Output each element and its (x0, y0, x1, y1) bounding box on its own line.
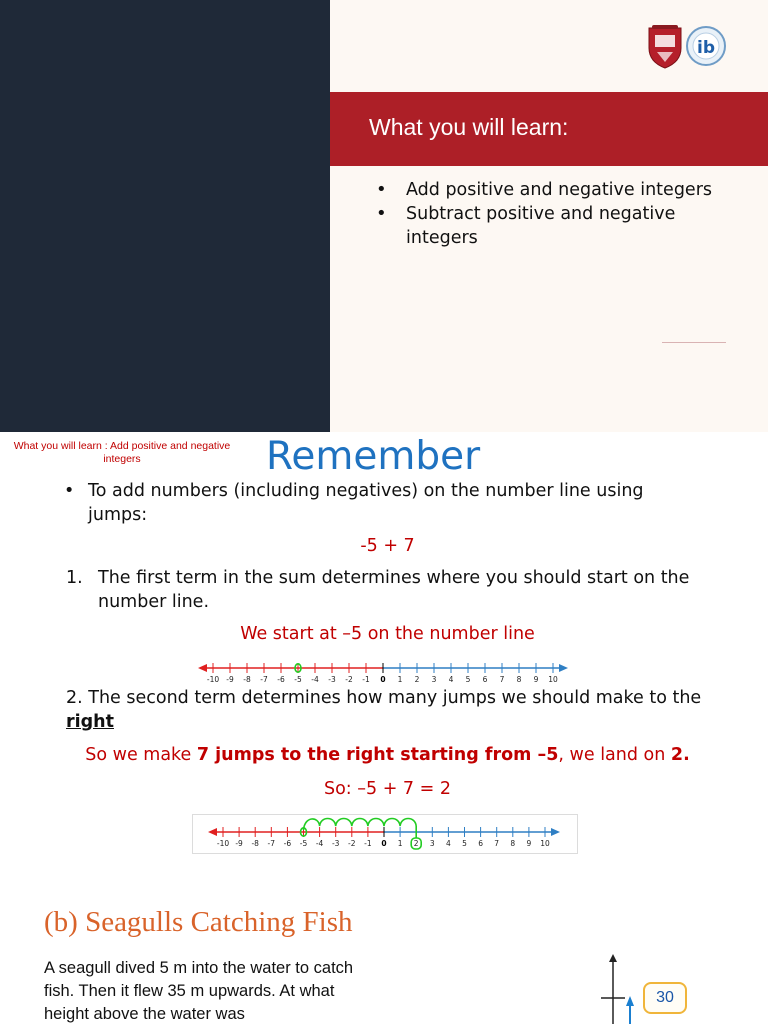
example-expression: -5 + 7 (360, 536, 415, 556)
tick-label: -1 (362, 675, 370, 684)
tick-label: 9 (526, 839, 532, 848)
title-band (330, 92, 768, 166)
tick-label: 2 (414, 675, 420, 684)
tick-label: 1 (397, 675, 403, 684)
tick-label: -10 (206, 675, 220, 684)
height-axis (596, 952, 646, 1024)
tick-label: -7 (260, 675, 268, 684)
word-problem: A seagull dived 5 m into the water to catch fish. Then it flew 35 m upwards. At what height above the water was (44, 959, 354, 1023)
tick-label: 0 (381, 839, 387, 848)
tick-label: 7 (499, 675, 505, 684)
tick-label: -8 (251, 839, 259, 848)
tick-label: -10 (216, 839, 230, 848)
left-arrowhead (208, 828, 217, 836)
tick-label: -1 (364, 839, 372, 848)
tick-label: -9 (226, 675, 234, 684)
tick-label: -5 (299, 839, 308, 848)
objective-item: • Add positive and negative integers (376, 178, 746, 202)
jumps-text: So we make (85, 745, 197, 765)
bullet-symbol: • (64, 481, 75, 501)
divider-line (662, 342, 726, 343)
right-arrowhead (559, 664, 568, 672)
number-line-jumps (192, 814, 578, 854)
slide-title: Remember (266, 434, 481, 479)
ib-logo (687, 27, 725, 65)
slide-title: What you will learn: (369, 114, 569, 140)
jump-arcs (304, 819, 417, 831)
tick-label: -4 (311, 675, 319, 684)
tick-label: 6 (478, 839, 483, 848)
slide-caption: What you will learn : Add positive and negative integers (13, 440, 231, 465)
jumps-bold-text: 7 jumps to the right starting from –5 (196, 745, 559, 765)
tick-label: 4 (446, 839, 451, 848)
tick-label: 10 (548, 675, 558, 684)
tick-label: 10 (540, 839, 550, 848)
tick-label: -2 (345, 675, 353, 684)
tick-label: -9 (235, 839, 243, 848)
height-value-badge: 30 (643, 982, 687, 1014)
tick-label: 3 (431, 675, 437, 684)
start-explanation: We start at –5 on the number line (240, 624, 535, 644)
school-logos (646, 24, 728, 70)
slide-remember (0, 432, 768, 878)
step-one (66, 566, 726, 614)
number-line-start (195, 660, 575, 686)
tick-label: -8 (243, 675, 251, 684)
step-text: 2. The second term determines how many jumps we should make to the (66, 688, 702, 708)
tick-label: -5 (294, 675, 302, 684)
tick-label: 8 (516, 675, 522, 684)
axis-arrowhead (609, 954, 617, 962)
slide-title: (b) Seagulls Catching Fish (44, 906, 353, 938)
tick-label: -4 (315, 839, 324, 848)
tick-label: -2 (348, 839, 356, 848)
objective-item: • Subtract positive and negative integers (376, 202, 746, 250)
slide-seagulls (0, 878, 768, 1024)
tick-label: 2 (413, 839, 419, 848)
tick-label: -3 (328, 675, 336, 684)
tick-label: 4 (448, 675, 454, 684)
result-equation: So: –5 + 7 = 2 (323, 779, 451, 799)
jumps-text: , we land on (558, 745, 671, 765)
school-crest-logo (649, 25, 681, 68)
tick-label: 1 (397, 839, 403, 848)
intro-bullet (64, 479, 704, 527)
slide-learning-objectives (0, 0, 768, 432)
right-arrowhead (551, 828, 560, 836)
tick-label: -3 (331, 839, 340, 848)
left-arrowhead (198, 664, 207, 672)
tick-label: 8 (510, 839, 516, 848)
learning-objectives-list (376, 178, 746, 250)
tick-label: 5 (462, 839, 467, 848)
tick-label: 9 (533, 675, 539, 684)
tick-label: -7 (267, 839, 276, 848)
step-number: 1. (66, 568, 83, 588)
tick-label: 7 (494, 839, 500, 848)
intro-bullet-text: To add numbers (including negatives) on the number line using jumps: (88, 481, 644, 525)
upward-arrow-head (626, 996, 634, 1006)
svg-text:ib: ib (697, 38, 715, 58)
tick-label: 6 (482, 675, 488, 684)
step-two (66, 686, 726, 734)
tick-label: -6 (283, 839, 292, 848)
jumps-result: 2. (670, 745, 690, 765)
direction-word: right (66, 712, 114, 732)
tick-label: 0 (380, 675, 386, 684)
tick-label: 3 (429, 839, 435, 848)
tick-label: 5 (465, 675, 471, 684)
dark-side-panel (0, 0, 330, 432)
tick-label: -6 (277, 675, 285, 684)
jumps-explanation (0, 743, 768, 767)
step-text: The first term in the sum determines where you should start on the number line. (98, 568, 690, 612)
